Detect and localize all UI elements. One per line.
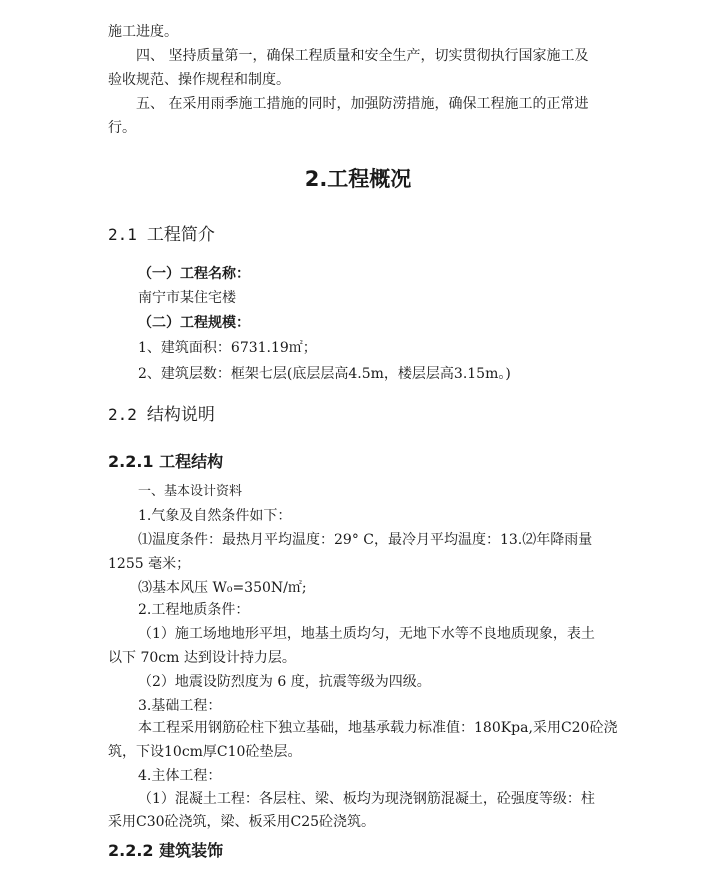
subsection-heading: 2.2.1 工程结构 [108, 452, 224, 471]
paragraph-line: 1255 毫米； [108, 556, 191, 572]
paragraph-line: 以下 70cm 达到设计持力层。 [108, 650, 296, 666]
paragraph-line: 1.气象及自然条件如下： [138, 508, 292, 524]
paragraph-line: 3.基础工程： [138, 698, 222, 714]
chapter-title: 2.工程概况 [304, 167, 412, 191]
paragraph-line: （2）地震设防烈度为 6 度，抗震等级为四级。 [138, 674, 431, 690]
section-heading [108, 223, 215, 247]
field-label: （二）工程规模： [138, 315, 250, 331]
paragraph-line: 采用C30砼浇筑，梁、板采用C25砼浇筑。 [108, 814, 376, 830]
subsection-heading: 2.2.2 建筑装饰 [108, 841, 224, 860]
paragraph-line: （1）混凝土工程：各层柱、梁、板均为现浇钢筋混凝土，砼强度等级：柱 [138, 791, 595, 807]
field-label: （一）工程名称： [138, 266, 250, 282]
paragraph-line: 本工程采用钢筋砼柱下独立基础，地基承载力标准值：180Kpa,采用C20砼浇 [138, 720, 618, 736]
section-heading [108, 403, 215, 427]
paragraph-line: ⑶基本风压 W₀=350N/㎡; [138, 580, 307, 596]
section-number: 2.1 [108, 225, 137, 244]
section-number: 2.2 [108, 405, 137, 424]
paragraph-line: 一、基本设计资料 [138, 484, 243, 499]
paragraph-line: （1）施工场地地形平坦，地基土质均匀，无地下水等不良地质现象，表土 [138, 626, 595, 642]
paragraph-line: 五、 在采用雨季施工措施的同时，加强防涝措施，确保工程施工的正常进 [136, 96, 589, 112]
section-title: 结构说明 [146, 405, 215, 425]
section-title: 工程简介 [146, 225, 215, 245]
list-item: 1、建筑面积：6731.19㎡； [138, 340, 317, 356]
paragraph-line: 验收规范、操作规程和制度。 [108, 72, 290, 88]
paragraph-line: 4.主体工程： [138, 768, 222, 784]
paragraph-line: 四、 坚持质量第一，确保工程质量和安全生产，切实贯彻执行国家施工及 [136, 48, 589, 64]
list-item: 2、建筑层数：框架七层(底层层高4.5m，楼层层高3.15m。) [138, 366, 511, 382]
paragraph-line: 2.工程地质条件： [138, 602, 250, 618]
paragraph-line: ⑴温度条件：最热月平均温度：29° C，最冷月平均温度：13.⑵年降雨量 [138, 532, 593, 548]
field-value: 南宁市某住宅楼 [138, 290, 236, 306]
paragraph-line: 筑，下设10cm厚C10砼垫层。 [108, 744, 302, 760]
paragraph-line: 行。 [108, 120, 136, 136]
paragraph-line: 施工进度。 [108, 24, 178, 40]
